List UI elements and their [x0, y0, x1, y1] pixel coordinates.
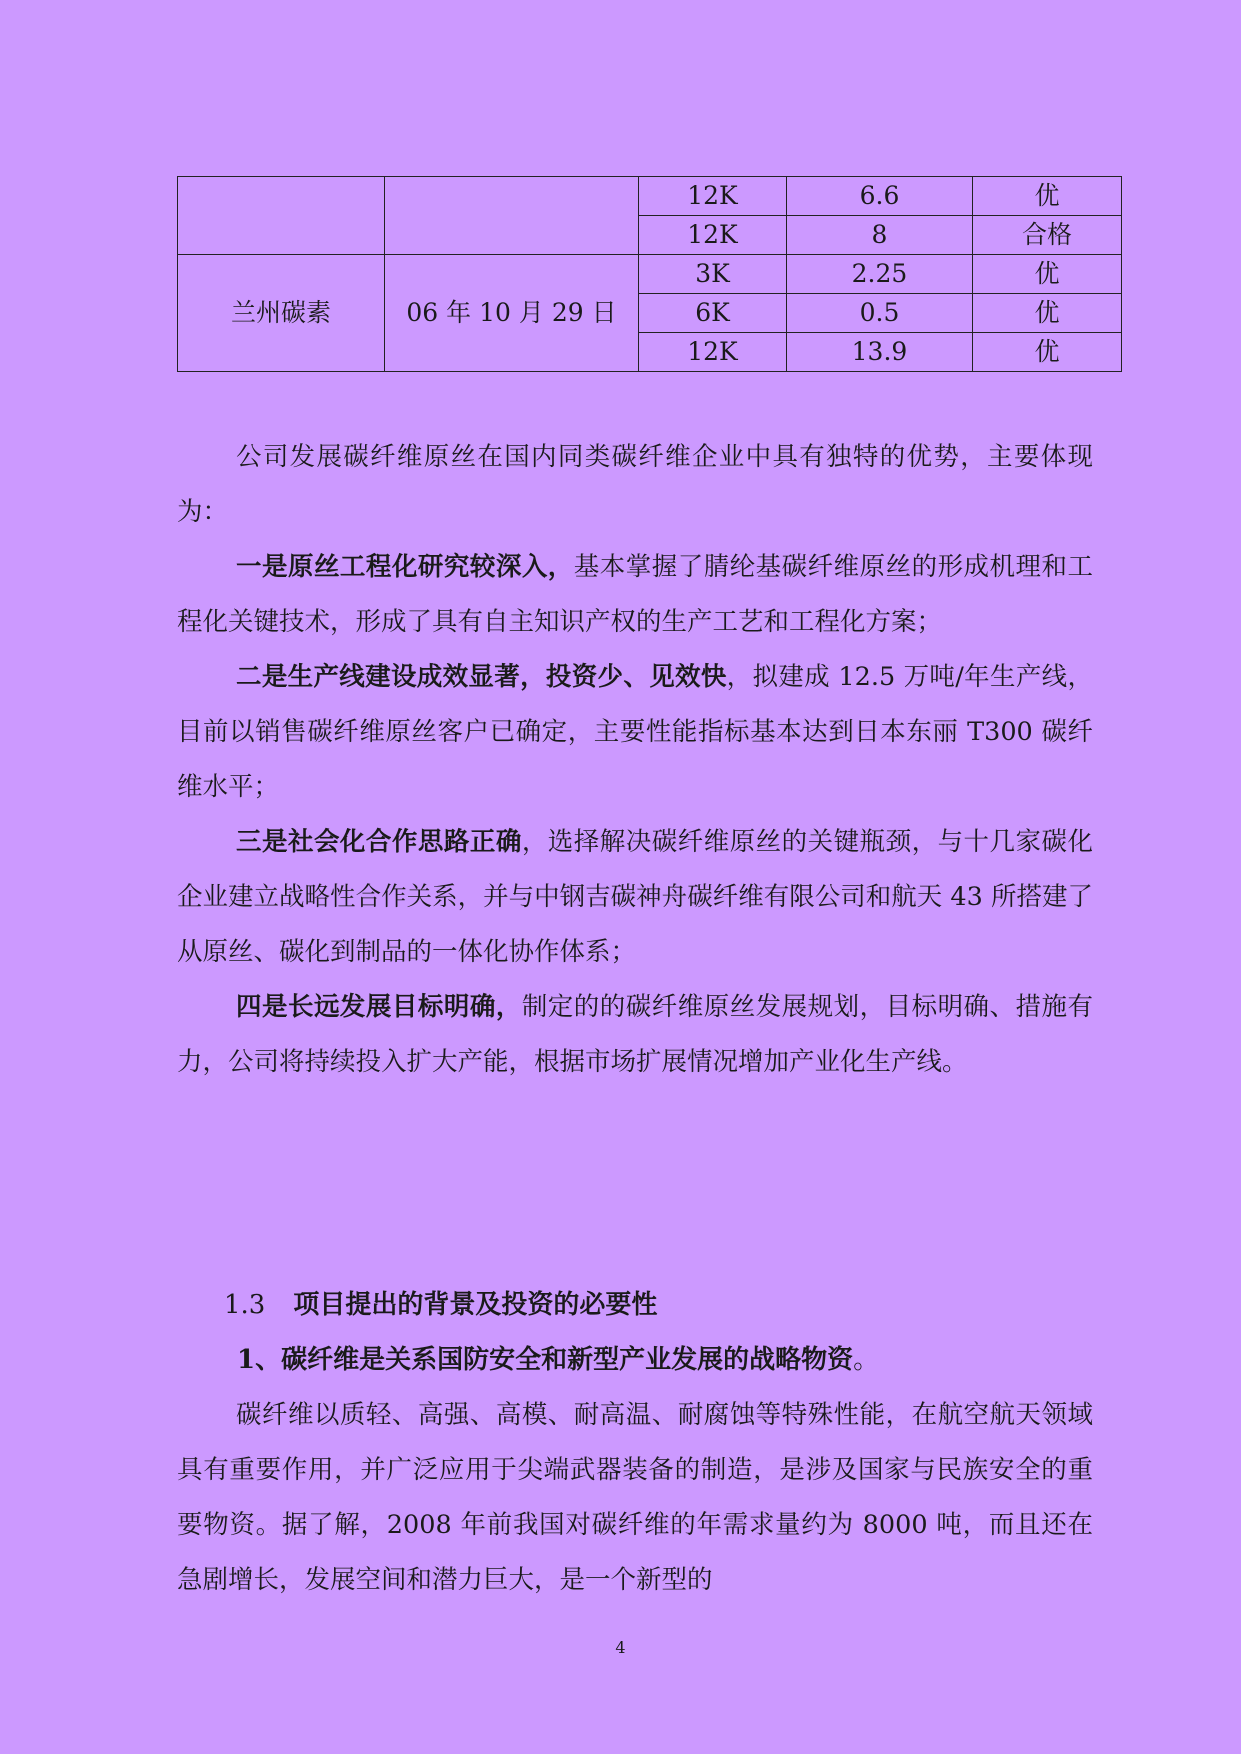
- point-heading: 三是社会化合作思路正确: [236, 827, 522, 857]
- point-paragraph: [177, 540, 1093, 650]
- section-title: 项目提出的背景及投资的必要性: [293, 1290, 658, 1320]
- point-heading: 二是生产线建设成效显著，投资少、见效快: [236, 662, 727, 692]
- advantages-section: [177, 430, 1093, 1090]
- value-cell: 0.5: [787, 294, 973, 333]
- point-text: 制定的的碳纤维原丝发展规划，目标明确、措施有力，公司将持续投入扩大产能，根据市场扩展情况增加产业化生产线。: [177, 992, 1093, 1077]
- grade-cell: 优: [973, 255, 1122, 294]
- grade-cell: 优: [973, 333, 1122, 372]
- subsection-title: 1、碳纤维是关系国防安全和新型产业发展的战略物资: [237, 1345, 854, 1375]
- date-cell: 06 年 10 月 29 日: [385, 255, 639, 372]
- point-paragraph: [177, 650, 1093, 815]
- spec-cell: 12K: [639, 333, 787, 372]
- intro-paragraph: 公司发展碳纤维原丝在国内同类碳纤维企业中具有独特的优势，主要体现为：: [177, 442, 1093, 527]
- point-text: ，拟建成 12.5 万吨/年生产线，目前以销售碳纤维原丝客户已确定，主要性能指标基本达到日本东丽 T300 碳纤维水平；: [177, 662, 1093, 802]
- company-cell: 兰州碳素: [178, 255, 385, 372]
- point-text: 基本掌握了腈纶基碳纤维原丝的形成机理和工程化关键技术，形成了具有自主知识产权的生产工艺和工程化方案；: [177, 552, 1093, 637]
- table-row: [178, 177, 1122, 216]
- background-paragraph: 碳纤维以质轻、高强、高模、耐高温、耐腐蚀等特殊性能，在航空航天领域具有重要作用，并广泛应用于尖端武器装备的制造，是涉及国家与民族安全的重要物资。据了解，2008 年前我国对碳纤维的年需求量约为 8000 吨，而且还在急剧增长，发展空间和潜力巨大，是一个新型的: [177, 1400, 1093, 1595]
- value-cell: 8: [787, 216, 973, 255]
- point-paragraph: [177, 815, 1093, 980]
- subsection-heading: [237, 1335, 879, 1385]
- table-row: [178, 255, 1122, 294]
- value-cell: 6.6: [787, 177, 973, 216]
- subsection-end: 。: [853, 1345, 880, 1375]
- point-paragraph: [177, 980, 1093, 1090]
- point-heading: 一是原丝工程化研究较深入，: [236, 552, 574, 582]
- company-cell: [178, 177, 385, 255]
- carbon-fiber-table: [177, 176, 1122, 372]
- point-heading: 四是长远发展目标明确，: [236, 992, 522, 1022]
- section-heading: [224, 1280, 657, 1330]
- value-cell: 2.25: [787, 255, 973, 294]
- spec-cell: 12K: [639, 216, 787, 255]
- value-cell: 13.9: [787, 333, 973, 372]
- point-text: ，选择解决碳纤维原丝的关键瓶颈，与十几家碳化企业建立战略性合作关系，并与中钢吉碳神舟碳纤维有限公司和航天 43 所搭建了从原丝、碳化到制品的一体化协作体系；: [177, 827, 1093, 967]
- spec-cell: 3K: [639, 255, 787, 294]
- background-section: [177, 1388, 1093, 1608]
- page-number: 4: [615, 1638, 626, 1657]
- section-number: 1.3: [224, 1290, 266, 1320]
- grade-cell: 合格: [973, 216, 1122, 255]
- grade-cell: 优: [973, 294, 1122, 333]
- grade-cell: 优: [973, 177, 1122, 216]
- spec-cell: 6K: [639, 294, 787, 333]
- date-cell: [385, 177, 639, 255]
- spec-cell: 12K: [639, 177, 787, 216]
